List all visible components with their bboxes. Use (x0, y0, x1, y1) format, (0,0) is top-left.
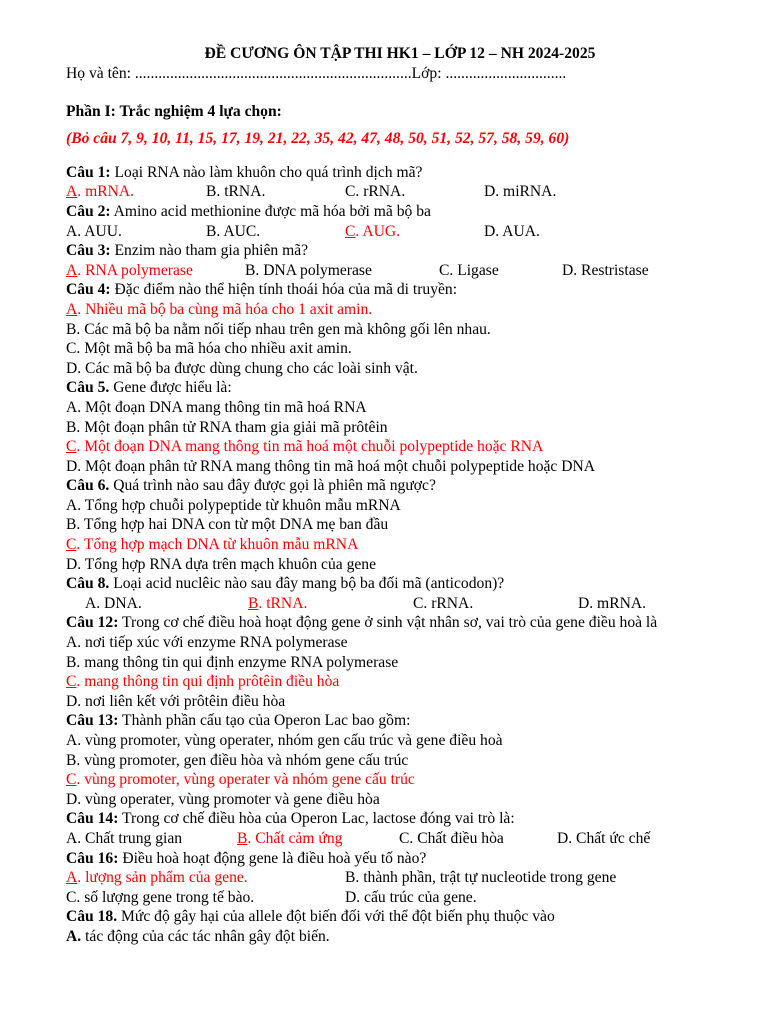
option-a: A. tác động của các tác nhân gây đột biến. (66, 927, 330, 945)
option-c-answer: C. vùng promoter, vùng operater và nhóm gene cấu trúc (66, 771, 415, 789)
question-label: Câu 4: (66, 281, 111, 299)
question-5 (66, 378, 716, 398)
question-text: Thành phần cấu tạo của Operon Lac bao gồm: (118, 712, 411, 730)
option-a: A. AUU. (66, 222, 122, 240)
question-label: Câu 14: (66, 810, 119, 828)
option-d: D. vùng operater, vùng promoter và gene điều hòa (66, 790, 380, 808)
question-8 (66, 574, 716, 594)
option-d: D. AUA. (484, 222, 540, 240)
question-8-options (66, 594, 716, 614)
question-18 (66, 907, 716, 927)
question-12 (66, 613, 716, 633)
option-c: C. rRNA. (413, 594, 474, 612)
question-16 (66, 849, 716, 869)
option-a: A. Một đoạn DNA mang thông tin mã hoá RNA (66, 398, 367, 416)
question-text: Trong cơ chế điều hòa của Operon Lac, lactose đóng vai trò là: (118, 810, 515, 828)
question-text: Quá trình nào sau đây được gọi là phiên mã ngược? (109, 477, 436, 495)
question-3-options (66, 261, 716, 281)
name-class-line: Họ và tên: .......................................................................Lớp: ............................... (66, 64, 567, 82)
option-c: C. rRNA. (345, 183, 406, 201)
question-label: Câu 8. (66, 575, 110, 593)
option-c-answer: C. AUG. (345, 222, 401, 240)
question-text: Amino acid methionine được mã hóa bởi mã bộ ba (110, 202, 431, 220)
option-d: D. Tổng hợp RNA dựa trên mạch khuôn của gene (66, 555, 377, 573)
question-6 (66, 476, 716, 496)
document-page (66, 44, 716, 947)
option-a: A. Chất trung gian (66, 829, 183, 847)
option-c: C. Chất điều hòa (399, 829, 504, 847)
option-b: B. Một đoạn phân tử RNA tham gia giải mã prôtêin (66, 418, 388, 436)
option-a: A. DNA. (85, 594, 142, 612)
question-text: Gene được hiểu là: (109, 379, 232, 397)
question-text: Loại acid nuclêic nào sau đây mang bộ ba đối mã (anticodon)? (109, 575, 505, 593)
option-d: D. miRNA. (484, 183, 557, 201)
option-a: A. vùng promoter, vùng operater, nhóm gen cấu trúc và gene điều hoà (66, 732, 503, 749)
question-1 (66, 163, 716, 183)
question-label: Câu 3: (66, 242, 111, 260)
question-label: Câu 6. (66, 477, 110, 495)
question-text: Mức độ gây hại của allele đột biến đối với thể đột biến phụ thuộc vào (117, 908, 555, 926)
option-b: B. tRNA. (206, 183, 266, 201)
option-c: C. số lượng gene trong tế bào. (66, 888, 255, 906)
section-heading: Phần I: Trắc nghiệm 4 lựa chọn: (66, 103, 282, 121)
option-b: B. mang thông tin qui định enzyme RNA polymerase (66, 653, 399, 671)
option-b: B. vùng promoter, gen điều hòa và nhóm gene cấu trúc (66, 751, 409, 769)
question-14-options (66, 829, 716, 849)
option-a: A. Tổng hợp chuỗi polypeptide từ khuôn mẫu mRNA (66, 496, 401, 514)
option-b: B. thành phần, trật tự nucleotide trong gene (345, 869, 617, 887)
option-a-answer: A. Nhiều mã bộ ba cùng mã hóa cho 1 axit amin. (66, 300, 373, 318)
option-b: B. Các mã bộ ba nằm nối tiếp nhau trên gen mà không gối lên nhau. (66, 320, 491, 338)
option-c-answer: C. Một đoạn DNA mang thông tin mã hoá một chuỗi polypeptide hoặc RNA (66, 438, 544, 456)
question-16-options-row-1 (66, 868, 716, 888)
question-text: Đặc điểm nào thể hiện tính thoái hóa của mã di truyền: (110, 281, 458, 299)
question-16-options-row-2 (66, 888, 716, 908)
option-c: C. Một mã bộ ba mã hóa cho nhiều axit amin. (66, 340, 352, 358)
question-text: Loại RNA nào làm khuôn cho quá trình dịch mã? (110, 163, 423, 181)
question-label: Câu 12: (66, 614, 119, 632)
option-d: D. nơi liên kết với prôtêin điều hòa (66, 692, 286, 710)
option-a-answer: A. lượng sản phẩm của gene. (66, 869, 248, 887)
option-d: D. mRNA. (578, 594, 647, 612)
question-3 (66, 241, 716, 261)
question-label: Câu 1: (66, 163, 111, 181)
question-2 (66, 202, 716, 222)
option-c-answer: C. Tổng hợp mạch DNA từ khuôn mẫu mRNA (66, 536, 359, 554)
question-14 (66, 809, 716, 829)
option-d: D. Chất ức chế (557, 829, 651, 847)
question-label: Câu 18. (66, 908, 118, 926)
question-text: Enzim nào tham gia phiên mã? (110, 242, 309, 260)
option-d: D. Một đoạn phân tử RNA mang thông tin mã hoá một chuỗi polypeptide hoặc DNA (66, 457, 596, 475)
question-13 (66, 711, 716, 731)
option-b-answer: B. tRNA. (248, 594, 308, 612)
option-c: C. Ligase (439, 261, 499, 279)
option-b-answer: B. Chất cảm ứng (237, 829, 343, 847)
question-4 (66, 280, 716, 300)
option-b: B. AUC. (206, 222, 261, 240)
option-a-answer: A. RNA polymerase (66, 261, 193, 279)
question-2-options (66, 222, 716, 242)
option-b: B. DNA polymerase (245, 261, 372, 279)
option-b: B. Tổng hợp hai DNA con từ một DNA mẹ ban đầu (66, 516, 389, 534)
option-d: D. Các mã bộ ba được dùng chung cho các loài sinh vật. (66, 359, 418, 377)
document-title: ĐỀ CƯƠNG ÔN TẬP THI HK1 – LỚP 12 – NH 2024-2025 (204, 45, 596, 62)
option-d: D. cấu trúc của gene. (345, 888, 477, 906)
question-1-options (66, 182, 716, 202)
question-label: Câu 5. (66, 379, 110, 397)
option-d: D. Restristase (562, 261, 649, 279)
question-label: Câu 13: (66, 712, 119, 730)
question-label: Câu 2: (66, 202, 111, 220)
option-a: A. nơi tiếp xúc với enzyme RNA polymerase (66, 634, 348, 652)
option-a-answer: A. mRNA. (66, 183, 135, 201)
question-text: Điều hoà hoạt động gene là điều hoà yếu tố nào? (118, 849, 427, 867)
option-c-answer: C. mang thông tin qui định prôtêin điều hòa (66, 673, 340, 691)
question-label: Câu 16: (66, 849, 119, 867)
skip-note: (Bỏ câu 7, 9, 10, 11, 15, 17, 19, 21, 22, 35, 42, 47, 48, 50, 51, 52, 57, 58, 59, 60) (66, 129, 570, 147)
question-text: Trong cơ chế điều hoà hoạt động gene ở sinh vật nhân sơ, vai trò của gene điều hoà là (118, 614, 658, 632)
